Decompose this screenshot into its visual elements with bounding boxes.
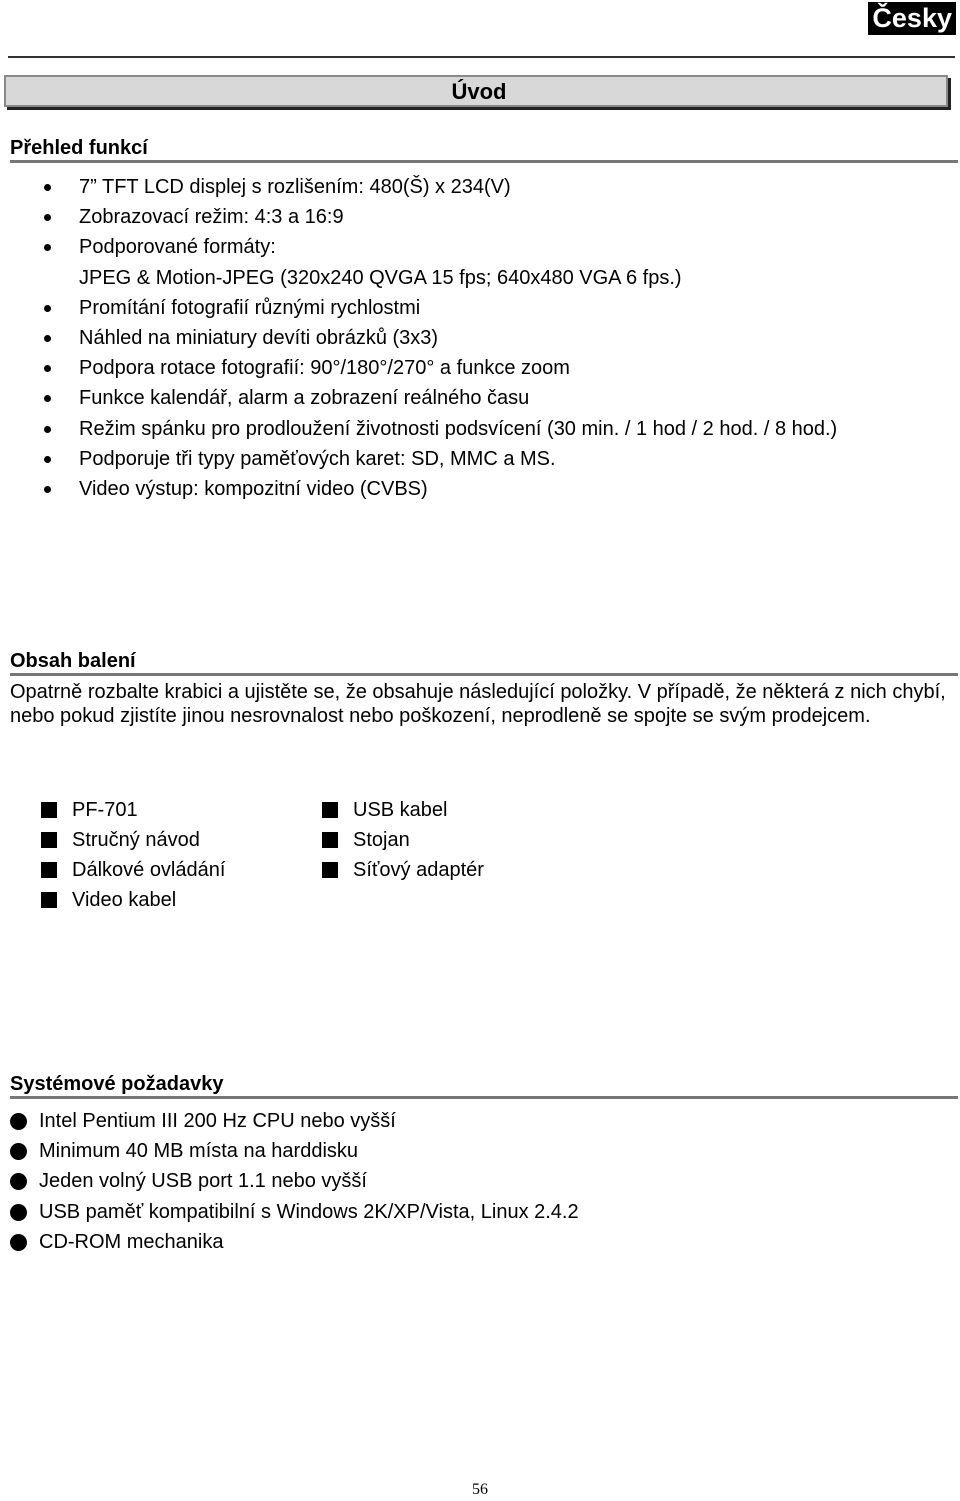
list-item: [0, 474, 837, 504]
package-list-right: [322, 795, 484, 885]
list-item-continuation: [0, 263, 837, 293]
list-item: [0, 353, 837, 383]
list-item-text: Promítání fotografií různými rychlostmi: [79, 296, 421, 319]
list-item-text: Podporuje tři typy paměťových karet: SD, MMC a MS.: [79, 447, 556, 470]
bullet-icon: [44, 395, 51, 402]
list-item-text: Podpora rotace fotografií: 90°/180°/270° a funkce zoom: [79, 357, 570, 380]
list-item-text: CD-ROM mechanika: [39, 1230, 224, 1253]
list-item-text: Náhled na miniatury devíti obrázků (3x3): [79, 327, 439, 350]
package-description: Opatrně rozbalte krabici a ujistěte se, že obsahuje následující položky. V případě, že některá z nich chybí, nebo pokud zjistíte jinou nesrovnalost nebo poškození, neprodleně se spojte se svým prodejcem.: [10, 681, 946, 727]
bullet-icon: [10, 1204, 27, 1221]
system-heading: Systémové požadavky: [10, 1072, 958, 1099]
list-item-text: Jeden volný USB port 1.1 nebo vyšší: [39, 1170, 367, 1193]
page-number: 56: [472, 1481, 488, 1498]
features-list: [0, 172, 837, 504]
square-bullet-icon: [322, 832, 338, 848]
package-heading: Obsah balení: [10, 649, 958, 676]
list-item-text: USB kabel: [353, 799, 448, 821]
language-badge: Česky: [868, 2, 956, 35]
square-bullet-icon: [41, 892, 57, 908]
list-item: [322, 855, 484, 885]
bullet-icon: [44, 335, 51, 342]
list-item: [0, 414, 837, 444]
bullet-icon: [44, 456, 51, 463]
list-item: [322, 825, 484, 855]
list-item-text: JPEG & Motion-JPEG (320x240 QVGA 15 fps; 640x480 VGA 6 fps.): [79, 266, 682, 289]
square-bullet-icon: [322, 862, 338, 878]
bullet-icon: [10, 1113, 27, 1130]
list-item: [0, 1136, 579, 1166]
list-item: [0, 1227, 579, 1257]
bullet-icon: [44, 486, 51, 493]
list-item: [0, 232, 837, 262]
system-requirements-list: [0, 1106, 579, 1257]
list-item: [41, 885, 225, 915]
bullet-icon: [10, 1143, 27, 1160]
bullet-icon: [44, 214, 51, 221]
bullet-icon: [10, 1234, 27, 1251]
list-item: [0, 1166, 579, 1196]
list-item: [0, 1106, 579, 1136]
list-item-text: Video kabel: [72, 889, 177, 911]
square-bullet-icon: [322, 802, 338, 818]
list-item-text: Režim spánku pro prodloužení životnosti podsvícení (30 min. / 1 hod / 2 hod. / 8 hod.): [79, 417, 838, 440]
bullet-icon: [44, 365, 51, 372]
list-item-text: PF-701: [72, 799, 138, 821]
list-item-text: Stojan: [353, 829, 410, 851]
list-item-text: Stručný návod: [72, 829, 200, 851]
list-item-text: USB paměť kompatibilní s Windows 2K/XP/Vista, Linux 2.4.2: [39, 1200, 579, 1223]
square-bullet-icon: [41, 862, 57, 878]
features-heading: Přehled funkcí: [10, 136, 958, 163]
bullet-icon: [44, 184, 51, 191]
square-bullet-icon: [41, 832, 57, 848]
list-item: [0, 172, 837, 202]
bullet-icon: [10, 1173, 27, 1190]
list-item: [0, 293, 837, 323]
list-item: [0, 1197, 579, 1227]
list-item-text: Síťový adaptér: [353, 859, 484, 881]
list-item: [0, 383, 837, 413]
list-item-text: Podporované formáty:: [79, 236, 276, 259]
list-item: [0, 444, 837, 474]
list-item: [0, 323, 837, 353]
list-item-text: Zobrazovací režim: 4:3 a 16:9: [79, 206, 344, 229]
list-item-text: Video výstup: kompozitní video (CVBS): [79, 478, 428, 501]
header-rule: [8, 56, 955, 58]
list-item-text: Funkce kalendář, alarm a zobrazení reálného času: [79, 387, 530, 410]
list-item-text: Intel Pentium III 200 Hz CPU nebo vyšší: [39, 1110, 396, 1132]
square-bullet-icon: [41, 802, 57, 818]
list-item: [41, 825, 225, 855]
list-item: [322, 795, 484, 825]
intro-title-box: [4, 75, 948, 107]
list-item-text: Minimum 40 MB místa na harddisku: [39, 1140, 359, 1163]
list-item-text: Dálkové ovládání: [72, 859, 226, 881]
package-list-left: [41, 795, 225, 915]
list-item: [41, 855, 225, 885]
bullet-icon: [44, 305, 51, 312]
bullet-icon: [44, 244, 51, 251]
list-item: [0, 202, 837, 232]
intro-title: Úvod: [451, 79, 507, 104]
list-item-text: 7” TFT LCD displej s rozlišením: 480(Š) x 234(V): [79, 176, 511, 198]
list-item: [41, 795, 225, 825]
bullet-icon: [44, 426, 51, 433]
